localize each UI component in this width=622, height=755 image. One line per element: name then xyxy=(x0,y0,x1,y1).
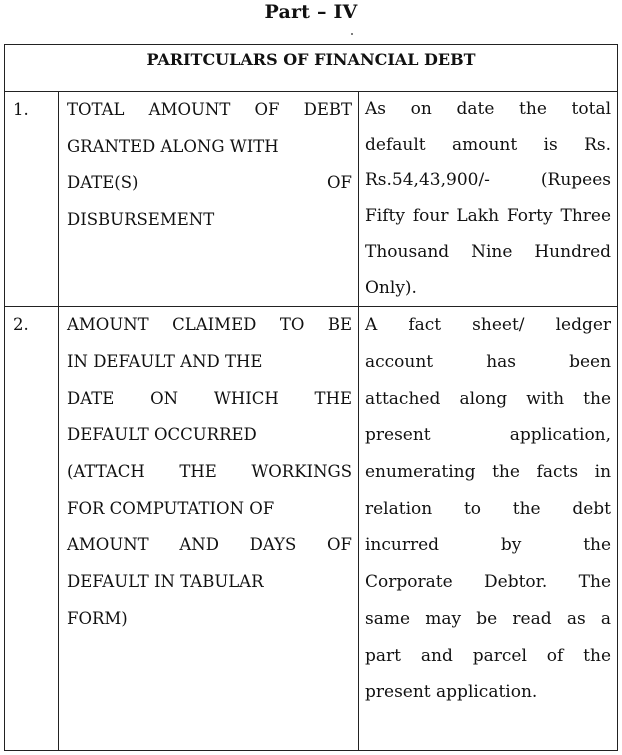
detail-line: present application, xyxy=(365,425,612,446)
detail-line: Thousand Nine Hundred xyxy=(365,241,612,262)
part-heading: Part – IV xyxy=(264,1,358,23)
item-line: DEFAULT IN TABULAR xyxy=(67,572,264,592)
item-line: IN DEFAULT AND THE xyxy=(67,351,263,371)
detail-line: Corporate Debtor. The xyxy=(365,572,612,593)
section-title: PARITCULARS OF FINANCIAL DEBT xyxy=(5,45,618,92)
detail-line: Only). xyxy=(365,277,417,298)
detail-line: present application. xyxy=(365,682,538,703)
item-line: FORM) xyxy=(67,608,128,628)
stray-mark xyxy=(351,33,353,35)
row-number: 2. xyxy=(5,307,59,751)
table-row xyxy=(5,307,618,751)
item-line: DISBURSEMENT xyxy=(67,210,215,230)
detail-line: A fact sheet/ ledger xyxy=(365,315,612,336)
detail-line: incurred by the xyxy=(365,535,612,556)
item-description xyxy=(59,92,359,307)
detail-line: same may be read as a xyxy=(365,608,612,629)
item-line: AMOUNT AND DAYS OF xyxy=(67,535,352,555)
item-line: TOTAL AMOUNT OF DEBT xyxy=(67,100,352,119)
item-details xyxy=(359,92,618,307)
table-row xyxy=(5,92,618,307)
row-number: 1. xyxy=(5,92,59,307)
section-title-row xyxy=(5,45,618,92)
item-details xyxy=(359,307,618,751)
detail-line: Rs.54,43,900/- (Rupees xyxy=(365,170,612,191)
detail-line: enumerating the facts in xyxy=(365,462,612,483)
detail-line: account has been xyxy=(365,351,612,372)
item-line: DEFAULT OCCURRED xyxy=(67,425,257,445)
detail-line: part and parcel of the xyxy=(365,645,612,666)
item-line: AMOUNT CLAIMED TO BE xyxy=(67,315,352,335)
item-line: DATE(S) OF xyxy=(67,173,352,193)
item-line: (ATTACH THE WORKINGS xyxy=(67,462,352,482)
item-line: GRANTED ALONG WITH xyxy=(67,136,279,156)
financial-debt-table xyxy=(4,44,618,751)
item-description xyxy=(59,307,359,751)
detail-line: As on date the total xyxy=(365,99,612,119)
detail-line: relation to the debt xyxy=(365,498,612,519)
detail-line: Fifty four Lakh Forty Three xyxy=(365,206,612,227)
detail-line: attached along with the xyxy=(365,388,612,409)
item-line: DATE ON WHICH THE xyxy=(67,388,352,408)
item-line: FOR COMPUTATION OF xyxy=(67,498,275,518)
detail-line: default amount is Rs. xyxy=(365,134,612,155)
